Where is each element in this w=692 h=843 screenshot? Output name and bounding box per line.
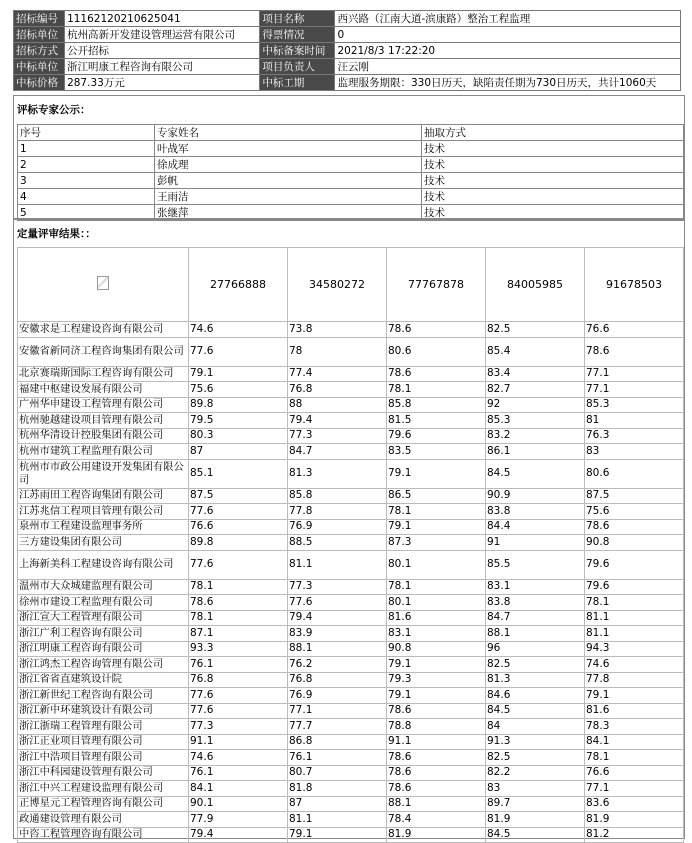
score-cell: 89.8 (189, 535, 288, 551)
score-cell: 81.2 (585, 827, 684, 843)
company-name: 正博星元工程管理咨询有限公司 (18, 796, 189, 812)
score-cell: 85.8 (387, 397, 486, 413)
score-row (18, 672, 684, 688)
score-row (18, 641, 684, 657)
score-cell: 79.4 (189, 827, 288, 843)
score-row (18, 459, 684, 488)
score-cell: 79.1 (189, 366, 288, 382)
score-cell: 79.1 (585, 688, 684, 704)
info-value: 监理服务期限：330日历天，缺陷责任期为730日历天，共计1060天 (335, 75, 681, 91)
score-cell: 77.6 (189, 703, 288, 719)
score-cell: 82.5 (486, 750, 585, 766)
info-value: 287.33万元 (65, 75, 260, 91)
score-cell: 87.5 (189, 488, 288, 504)
score-row (18, 519, 684, 535)
info-value: 汪云刚 (335, 59, 681, 75)
info-label: 中标工期 (260, 75, 335, 91)
expert-no: 5 (18, 205, 155, 221)
company-name: 杭州市建筑工程监理有限公司 (18, 444, 189, 460)
score-cell: 77.3 (189, 719, 288, 735)
expert-no: 4 (18, 189, 155, 205)
expert-no: 3 (18, 173, 155, 189)
score-cell: 77.9 (189, 812, 288, 828)
company-name: 北京赛瑞斯国际工程咨询有限公司 (18, 366, 189, 382)
company-name: 杭州华清设计控股集团有限公司 (18, 428, 189, 444)
score-cell: 81.3 (486, 672, 585, 688)
score-cell: 78.6 (387, 366, 486, 382)
info-row (14, 11, 681, 27)
score-cell: 77.4 (288, 366, 387, 382)
score-cell: 77.6 (189, 688, 288, 704)
expert-row (18, 173, 684, 189)
company-name: 杭州市市政公用建设开发集团有限公司 (18, 459, 189, 488)
score-cell: 78.6 (387, 750, 486, 766)
score-cell: 82.5 (486, 657, 585, 673)
company-name: 浙江中浩项目管理有限公司 (18, 750, 189, 766)
experts-header-no: 序号 (18, 125, 155, 141)
company-name: 江苏兆信工程项目管理有限公司 (18, 504, 189, 520)
score-row (18, 827, 684, 843)
score-cell: 89.7 (486, 796, 585, 812)
score-row (18, 366, 684, 382)
score-cell: 80.6 (387, 337, 486, 366)
score-row (18, 488, 684, 504)
score-cell: 88.1 (486, 626, 585, 642)
score-cell: 86.5 (387, 488, 486, 504)
experts-header-name: 专家姓名 (155, 125, 422, 141)
info-label: 中标单位 (14, 59, 65, 75)
score-cell: 84.1 (585, 734, 684, 750)
score-cell: 78.6 (189, 595, 288, 611)
expert-name: 叶战军 (155, 141, 422, 157)
score-row (18, 579, 684, 595)
score-cell: 77.1 (288, 703, 387, 719)
score-cell: 87.3 (387, 535, 486, 551)
score-cell: 84.5 (486, 827, 585, 843)
score-row (18, 550, 684, 579)
scores-section-title: 定量评审结果：： (17, 228, 96, 240)
company-name: 浙江新世纪工程咨询有限公司 (18, 688, 189, 704)
score-cell: 83.8 (486, 504, 585, 520)
score-cell: 84.7 (288, 444, 387, 460)
score-cell: 76.9 (288, 519, 387, 535)
score-cell: 77.3 (288, 428, 387, 444)
score-cell: 78.3 (585, 719, 684, 735)
score-cell: 83 (585, 444, 684, 460)
score-cell: 81 (585, 413, 684, 429)
score-cell: 76.6 (585, 322, 684, 338)
score-row (18, 750, 684, 766)
score-cell: 79.6 (387, 428, 486, 444)
info-label: 项目负责人 (260, 59, 335, 75)
score-cell: 80.3 (189, 428, 288, 444)
info-row (14, 27, 681, 43)
score-row (18, 337, 684, 366)
score-cell: 79.6 (585, 579, 684, 595)
score-cell: 96 (486, 641, 585, 657)
score-cell: 88.5 (288, 535, 387, 551)
score-cell: 82.7 (486, 382, 585, 398)
score-cell: 85.1 (189, 459, 288, 488)
score-cell: 73.8 (288, 322, 387, 338)
score-cell: 83 (486, 781, 585, 797)
score-cell: 83.9 (288, 626, 387, 642)
score-cell: 76.3 (585, 428, 684, 444)
score-cell: 77.1 (585, 781, 684, 797)
company-name: 浙江正业项目管理有限公司 (18, 734, 189, 750)
score-cell: 78.6 (585, 519, 684, 535)
score-row (18, 626, 684, 642)
score-cell: 78.1 (189, 579, 288, 595)
company-name: 中咨工程管理咨询有限公司 (18, 827, 189, 843)
score-cell: 84.5 (486, 703, 585, 719)
company-name: 浙江鸿杰工程咨询管理有限公司 (18, 657, 189, 673)
score-cell: 83.5 (387, 444, 486, 460)
company-name: 泉州市工程建设监理事务所 (18, 519, 189, 535)
score-row (18, 781, 684, 797)
company-name: 温州市大众城建监理有限公司 (18, 579, 189, 595)
score-row (18, 812, 684, 828)
info-label: 招标编号 (14, 11, 65, 27)
info-value: 西兴路（江南大道-滨康路）整治工程监理 (335, 11, 681, 27)
expert-id-header: 84005985 (486, 248, 585, 322)
score-cell: 84.4 (486, 519, 585, 535)
score-cell: 81.9 (387, 827, 486, 843)
score-row (18, 504, 684, 520)
score-row (18, 796, 684, 812)
score-cell: 83.2 (486, 428, 585, 444)
score-cell: 77.3 (288, 579, 387, 595)
score-cell: 80.1 (387, 595, 486, 611)
score-cell: 87 (189, 444, 288, 460)
info-value: 111621202106250​41 (65, 11, 260, 27)
company-name: 浙江浙瑞工程管理有限公司 (18, 719, 189, 735)
score-cell: 91.3 (486, 734, 585, 750)
score-cell: 88 (288, 397, 387, 413)
score-cell: 80.6 (585, 459, 684, 488)
score-row (18, 444, 684, 460)
experts-section-title: 评标专家公示： (17, 104, 91, 116)
score-cell: 83.8 (486, 595, 585, 611)
score-cell: 76.2 (288, 657, 387, 673)
score-row (18, 765, 684, 781)
score-cell: 88.1 (288, 641, 387, 657)
expert-name: 张继萍 (155, 205, 422, 221)
score-row (18, 703, 684, 719)
scores-table (17, 247, 684, 843)
company-name: 浙江中兴工程建设监理有限公司 (18, 781, 189, 797)
score-cell: 87.5 (585, 488, 684, 504)
score-cell: 85.4 (486, 337, 585, 366)
info-row (14, 43, 681, 59)
expert-id-header: 77767878 (387, 248, 486, 322)
score-cell: 90.8 (585, 535, 684, 551)
expert-name: 彭帆 (155, 173, 422, 189)
score-cell: 84.6 (486, 688, 585, 704)
score-cell: 84 (486, 719, 585, 735)
score-cell: 76.6 (189, 519, 288, 535)
company-name: 广州华申建设工程管理有限公司 (18, 397, 189, 413)
expert-method: 技术 (422, 141, 684, 157)
score-cell: 89.8 (189, 397, 288, 413)
score-cell: 79.1 (387, 519, 486, 535)
info-label: 招标方式 (14, 43, 65, 59)
score-cell: 83.1 (387, 626, 486, 642)
score-row (18, 595, 684, 611)
score-cell: 74.6 (189, 750, 288, 766)
score-cell: 78.4 (387, 812, 486, 828)
score-cell: 85.5 (486, 550, 585, 579)
experts-table (17, 124, 684, 221)
score-cell: 80.1 (387, 550, 486, 579)
score-cell: 79.3 (387, 672, 486, 688)
score-cell: 81.1 (585, 610, 684, 626)
info-row (14, 59, 681, 75)
score-cell: 76.8 (288, 672, 387, 688)
score-cell: 76.8 (189, 672, 288, 688)
score-cell: 77.6 (288, 595, 387, 611)
expert-row (18, 189, 684, 205)
score-cell: 78.6 (387, 781, 486, 797)
score-cell: 83.1 (486, 579, 585, 595)
score-cell: 87.1 (189, 626, 288, 642)
score-cell: 75.6 (189, 382, 288, 398)
expert-name: 王雨洁 (155, 189, 422, 205)
score-cell: 78.1 (585, 595, 684, 611)
company-name: 浙江广利工程咨询有限公司 (18, 626, 189, 642)
score-cell: 83.6 (585, 796, 684, 812)
company-name: 徐州市建设工程监理有限公司 (18, 595, 189, 611)
score-row (18, 428, 684, 444)
company-name: 安徽求是工程建设咨询有限公司 (18, 322, 189, 338)
score-row (18, 413, 684, 429)
score-cell: 86.1 (486, 444, 585, 460)
score-cell: 75.6 (585, 504, 684, 520)
score-cell: 79.4 (288, 413, 387, 429)
score-cell: 86.8 (288, 734, 387, 750)
company-name: 三方建设集团有限公司 (18, 535, 189, 551)
score-cell: 74.6 (585, 657, 684, 673)
info-row (14, 75, 681, 91)
score-cell: 82.5 (486, 322, 585, 338)
score-cell: 77.1 (585, 366, 684, 382)
score-cell: 79.1 (387, 459, 486, 488)
score-cell: 90.1 (189, 796, 288, 812)
company-name: 江苏雨田工程咨询集团有限公司 (18, 488, 189, 504)
company-name: 浙江中科园建设管理有限公司 (18, 765, 189, 781)
score-cell: 78.6 (387, 703, 486, 719)
info-value: 2021/8/3 17:22:20 (335, 43, 681, 59)
score-cell: 91.1 (387, 734, 486, 750)
score-cell: 77.6 (189, 550, 288, 579)
expert-method: 技术 (422, 205, 684, 221)
company-name: 安徽省新同济工程咨询集团有限公司 (18, 337, 189, 366)
company-name: 上海新美科工程建设咨询有限公司 (18, 550, 189, 579)
corner-image (18, 248, 189, 322)
score-cell: 81.1 (288, 812, 387, 828)
score-cell: 81.6 (585, 703, 684, 719)
score-cell: 83.4 (486, 366, 585, 382)
score-cell: 78.6 (387, 322, 486, 338)
score-cell: 78.6 (585, 337, 684, 366)
score-cell: 84.1 (189, 781, 288, 797)
score-cell: 88.1 (387, 796, 486, 812)
score-cell: 85.3 (486, 413, 585, 429)
info-value: 浙江明康工程咨询有限公司 (65, 59, 260, 75)
score-cell: 78 (288, 337, 387, 366)
score-cell: 78.1 (189, 610, 288, 626)
expert-id-header: 27766888 (189, 248, 288, 322)
score-row (18, 610, 684, 626)
expert-row (18, 157, 684, 173)
company-name: 浙江省省直建筑设计院 (18, 672, 189, 688)
score-cell: 76.1 (189, 657, 288, 673)
score-row (18, 322, 684, 338)
score-cell: 90.9 (486, 488, 585, 504)
score-row (18, 657, 684, 673)
score-cell: 81.3 (288, 459, 387, 488)
expert-method: 技术 (422, 173, 684, 189)
score-cell: 78.1 (585, 750, 684, 766)
score-cell: 78.1 (387, 579, 486, 595)
score-cell: 85.8 (288, 488, 387, 504)
score-row (18, 734, 684, 750)
score-cell: 81.1 (585, 626, 684, 642)
score-row (18, 397, 684, 413)
score-cell: 78.8 (387, 719, 486, 735)
info-label: 中标价格 (14, 75, 65, 91)
expert-row (18, 141, 684, 157)
score-cell: 87 (288, 796, 387, 812)
company-name: 浙江明康工程咨询有限公司 (18, 641, 189, 657)
expert-name: 徐成理 (155, 157, 422, 173)
bid-info-table (13, 10, 681, 91)
score-cell: 77.8 (288, 504, 387, 520)
score-cell: 78.1 (387, 504, 486, 520)
experts-header-method: 抽取方式 (422, 125, 684, 141)
score-cell: 78.1 (387, 382, 486, 398)
expert-id-header: 91678503 (585, 248, 684, 322)
score-cell: 82.2 (486, 765, 585, 781)
score-cell: 93.3 (189, 641, 288, 657)
score-cell: 79.4 (288, 610, 387, 626)
score-cell: 78.6 (387, 765, 486, 781)
company-name: 杭州驰越建设项目管理有限公司 (18, 413, 189, 429)
score-row (18, 535, 684, 551)
score-cell: 81.6 (387, 610, 486, 626)
info-label: 得票情况 (260, 27, 335, 43)
score-cell: 76.1 (288, 750, 387, 766)
score-row (18, 382, 684, 398)
score-cell: 79.6 (585, 550, 684, 579)
score-cell: 79.1 (387, 688, 486, 704)
score-cell: 84.5 (486, 459, 585, 488)
expert-no: 2 (18, 157, 155, 173)
score-cell: 76.1 (189, 765, 288, 781)
score-cell: 91 (486, 535, 585, 551)
score-cell: 80.7 (288, 765, 387, 781)
score-cell: 85.3 (585, 397, 684, 413)
company-name: 浙江宣大工程管理有限公司 (18, 610, 189, 626)
score-cell: 79.1 (387, 657, 486, 673)
score-cell: 81.9 (585, 812, 684, 828)
score-cell: 81.8 (288, 781, 387, 797)
info-label: 招标单位 (14, 27, 65, 43)
score-cell: 81.5 (387, 413, 486, 429)
score-row (18, 688, 684, 704)
info-label: 项目名称 (260, 11, 335, 27)
score-cell: 79.5 (189, 413, 288, 429)
score-cell: 76.6 (585, 765, 684, 781)
score-cell: 81.1 (288, 550, 387, 579)
score-cell: 74.6 (189, 322, 288, 338)
score-cell: 77.6 (189, 337, 288, 366)
expert-id-header: 34580272 (288, 248, 387, 322)
info-label: 中标备案时间 (260, 43, 335, 59)
info-value: 杭州高新开发建设管理运营有限公司 (65, 27, 260, 43)
broken-image-icon (97, 276, 109, 290)
score-cell: 92 (486, 397, 585, 413)
score-cell: 76.9 (288, 688, 387, 704)
score-cell: 90.8 (387, 641, 486, 657)
score-cell: 76.8 (288, 382, 387, 398)
expert-method: 技术 (422, 157, 684, 173)
score-cell: 77.6 (189, 504, 288, 520)
score-cell: 77.7 (288, 719, 387, 735)
company-name: 浙江新中环建筑设计有限公司 (18, 703, 189, 719)
company-name: 政通建设管理有限公司 (18, 812, 189, 828)
score-cell: 79.1 (288, 827, 387, 843)
score-cell: 91.1 (189, 734, 288, 750)
score-cell: 77.1 (585, 382, 684, 398)
info-value: 公开招标 (65, 43, 260, 59)
score-row (18, 719, 684, 735)
info-value: 0 (335, 27, 681, 43)
score-cell: 84.7 (486, 610, 585, 626)
company-name: 福建中枢建设发展有限公司 (18, 382, 189, 398)
expert-method: 技术 (422, 189, 684, 205)
score-cell: 77.8 (585, 672, 684, 688)
score-cell: 94.3 (585, 641, 684, 657)
score-cell: 81.9 (486, 812, 585, 828)
expert-no: 1 (18, 141, 155, 157)
